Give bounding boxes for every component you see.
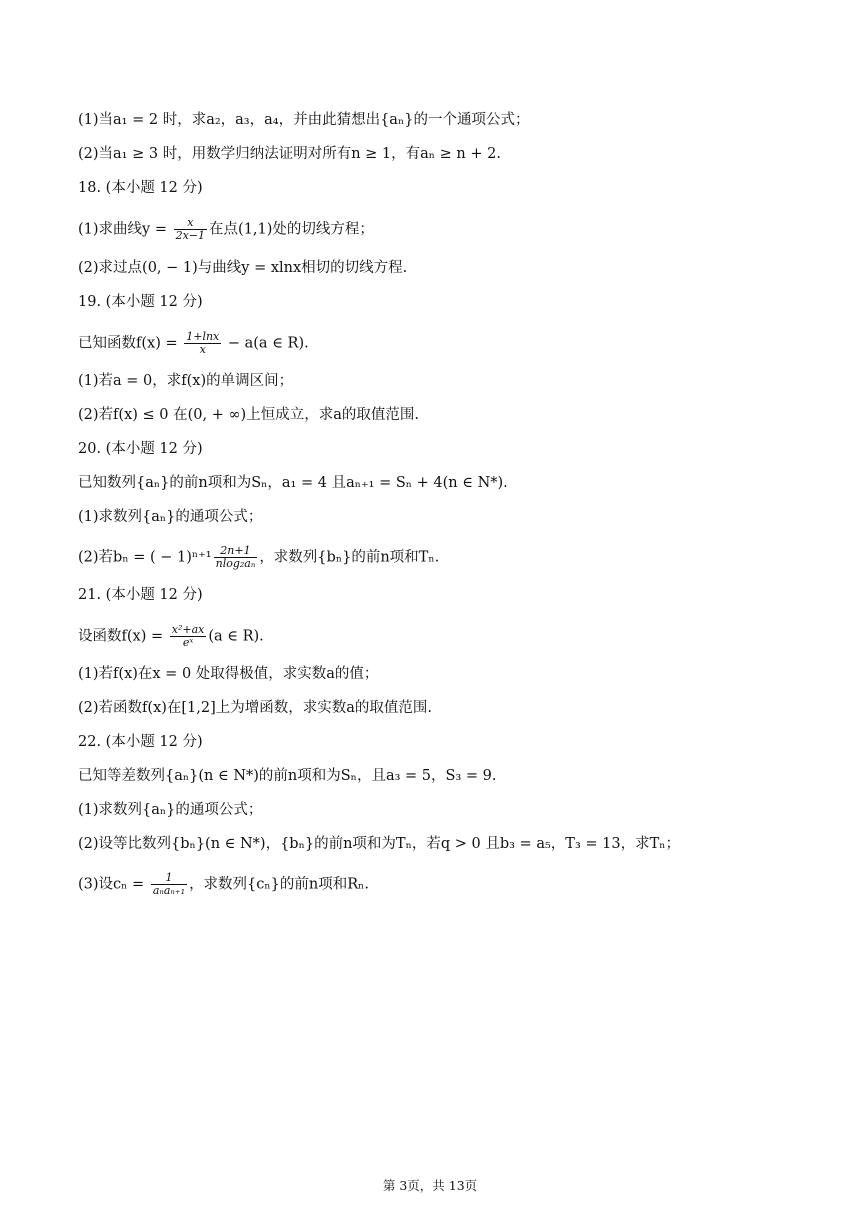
text-line: (1)当a₁ = 2 时，求a₂，a₃，a₄，并由此猜想出{aₙ}的一个通项公式； bbox=[78, 112, 530, 128]
fraction-denominator: eˣ bbox=[170, 636, 207, 649]
text-segment: − a(a ∈ R). bbox=[223, 335, 309, 352]
fraction bbox=[170, 624, 207, 649]
fraction-denominator: 2x−1 bbox=[175, 229, 206, 242]
text-line bbox=[78, 624, 264, 649]
fraction-denominator: nlog₂aₙ bbox=[215, 557, 256, 570]
fraction-numerator: x bbox=[187, 216, 194, 229]
fraction bbox=[174, 217, 207, 242]
text-segment: ，求数列{cₙ}的前n项和Rₙ. bbox=[189, 876, 370, 893]
text-line: (2)当a₁ ≥ 3 时，用数学归纳法证明对所有n ≥ 1，有aₙ ≥ n + 2. bbox=[78, 146, 501, 162]
text-segment: (2)若bₙ = ( − 1)ⁿ⁺¹ bbox=[78, 549, 212, 566]
text-segment: (1)求曲线y = bbox=[78, 221, 172, 238]
fraction-numerator: x²+ax bbox=[171, 623, 205, 636]
text-segment: (a ∈ R). bbox=[208, 628, 264, 645]
text-line bbox=[78, 545, 439, 570]
text-line: 21. (本小题 12 分) bbox=[78, 587, 203, 603]
fraction-numerator: 1+lnx bbox=[186, 330, 220, 343]
text-line: (2)求过点(0, − 1)与曲线y = xlnx相切的切线方程. bbox=[78, 260, 408, 276]
text-segment: 在点(1,1)处的切线方程； bbox=[209, 221, 374, 238]
text-line bbox=[78, 331, 309, 356]
fraction bbox=[151, 872, 187, 897]
text-line: 已知数列{aₙ}的前n项和为Sₙ，a₁ = 4 且aₙ₊₁ = Sₙ + 4(n ∈ N*). bbox=[78, 475, 508, 491]
text-line bbox=[78, 872, 369, 897]
fraction bbox=[184, 331, 221, 356]
text-line: (1)若a = 0，求f(x)的单调区间； bbox=[78, 373, 294, 389]
text-line: 20. (本小题 12 分) bbox=[78, 441, 203, 457]
text-line: (2)若函数f(x)在[1,2]上为增函数，求实数a的取值范围. bbox=[78, 700, 433, 716]
text-line: 18. (本小题 12 分) bbox=[78, 180, 203, 196]
text-line: 22. (本小题 12 分) bbox=[78, 734, 203, 750]
text-segment: ，求数列{bₙ}的前n项和Tₙ. bbox=[259, 549, 440, 566]
text-segment: 设函数f(x) = bbox=[78, 628, 168, 645]
text-line: (1)求数列{aₙ}的通项公式； bbox=[78, 802, 263, 818]
page-footer: 第 3页，共 13页 bbox=[382, 1178, 478, 1193]
fraction-numerator: 1 bbox=[165, 871, 173, 884]
fraction bbox=[214, 545, 258, 570]
text-line bbox=[78, 217, 374, 242]
fraction-numerator: 2n+1 bbox=[220, 544, 251, 557]
text-line: 19. (本小题 12 分) bbox=[78, 294, 203, 310]
text-line: (1)求数列{aₙ}的通项公式； bbox=[78, 509, 263, 525]
text-segment: (3)设cₙ = bbox=[78, 876, 149, 893]
fraction-denominator: x bbox=[184, 343, 221, 356]
text-line: 已知等差数列{aₙ}(n ∈ N*)的前n项和为Sₙ，且a₃ = 5，S₃ = 9. bbox=[78, 768, 497, 784]
fraction-denominator: aₙaₙ₊₁ bbox=[152, 884, 186, 897]
text-line: (2)若f(x) ≤ 0 在(0, + ∞)上恒成立，求a的取值范围. bbox=[78, 407, 419, 423]
text-line: (2)设等比数列{bₙ}(n ∈ N*)，{bₙ}的前n项和为Tₙ，若q > 0 且b₃ = a₅，T₃ = 13，求Tₙ； bbox=[78, 836, 681, 852]
text-line: (1)若f(x)在x = 0 处取得极值，求实数a的值； bbox=[78, 666, 379, 682]
text-segment: 已知函数f(x) = bbox=[78, 335, 183, 352]
